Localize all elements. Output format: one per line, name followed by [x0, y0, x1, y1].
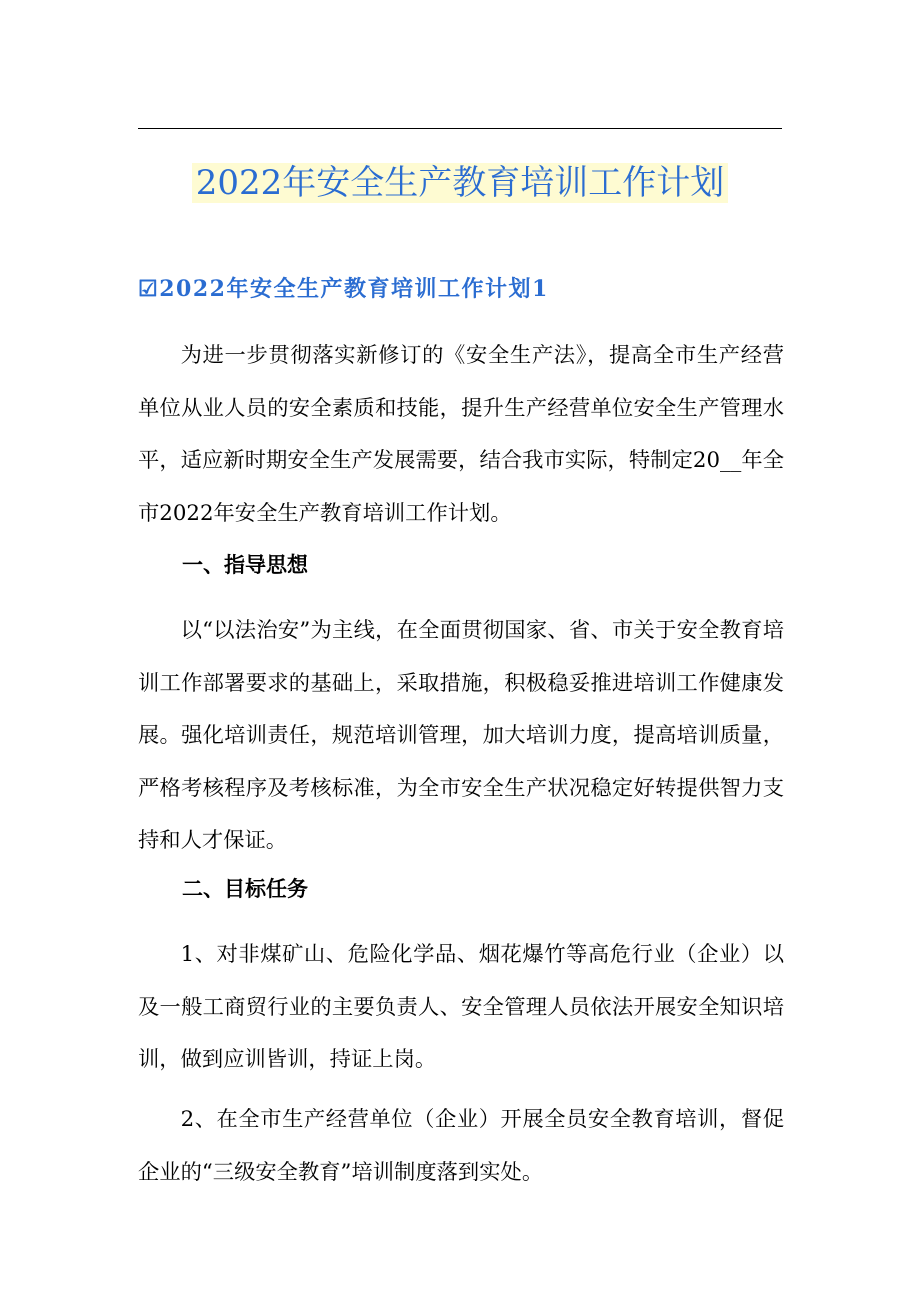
header-rule — [138, 128, 782, 129]
document-title-text: 2022年安全生产教育培训工作计划 — [192, 163, 729, 203]
part-two-heading: 二、目标任务 — [182, 876, 308, 901]
task-item-1: 1、对非煤矿山、危险化学品、烟花爆竹等高危行业（企业）以及一般工商贸行业的主要负责人、安全管理人员依法开展安全知识培训，做到应训皆训，持证上岗。 — [138, 942, 784, 1073]
part-one-body: 以“以法治安”为主线，在全面贯彻国家、省、市关于安全教育培训工作部署要求的基础上，采取措施，积极稳妥推进培训工作健康发展。强化培训责任，规范培训管理，加大培训力度，提高培训质量，严格考核程序及考核标准，为全市安全生产状况稳定好转提供智力支持和人才保证。 — [138, 618, 784, 854]
task-item-2: 2、在全市生产经营单位（企业）开展全员安全教育培训，督促企业的“三级安全教育”培训制度落到实处。 — [138, 1107, 784, 1185]
section-heading: ☑2022年安全生产教育培训工作计划1 — [138, 276, 549, 302]
intro-paragraph: 为进一步贯彻落实新修订的《安全生产法》，提高全市生产经营单位从业人员的安全素质和技能，提升生产经营单位安全生产管理水平，适应新时期安全生产发展需要，结合我市实际，特制定20__年全市2022年安全生产教育培训工作计划。 — [138, 343, 784, 526]
document-title — [0, 158, 920, 208]
part-one-heading: 一、指导思想 — [182, 552, 308, 577]
